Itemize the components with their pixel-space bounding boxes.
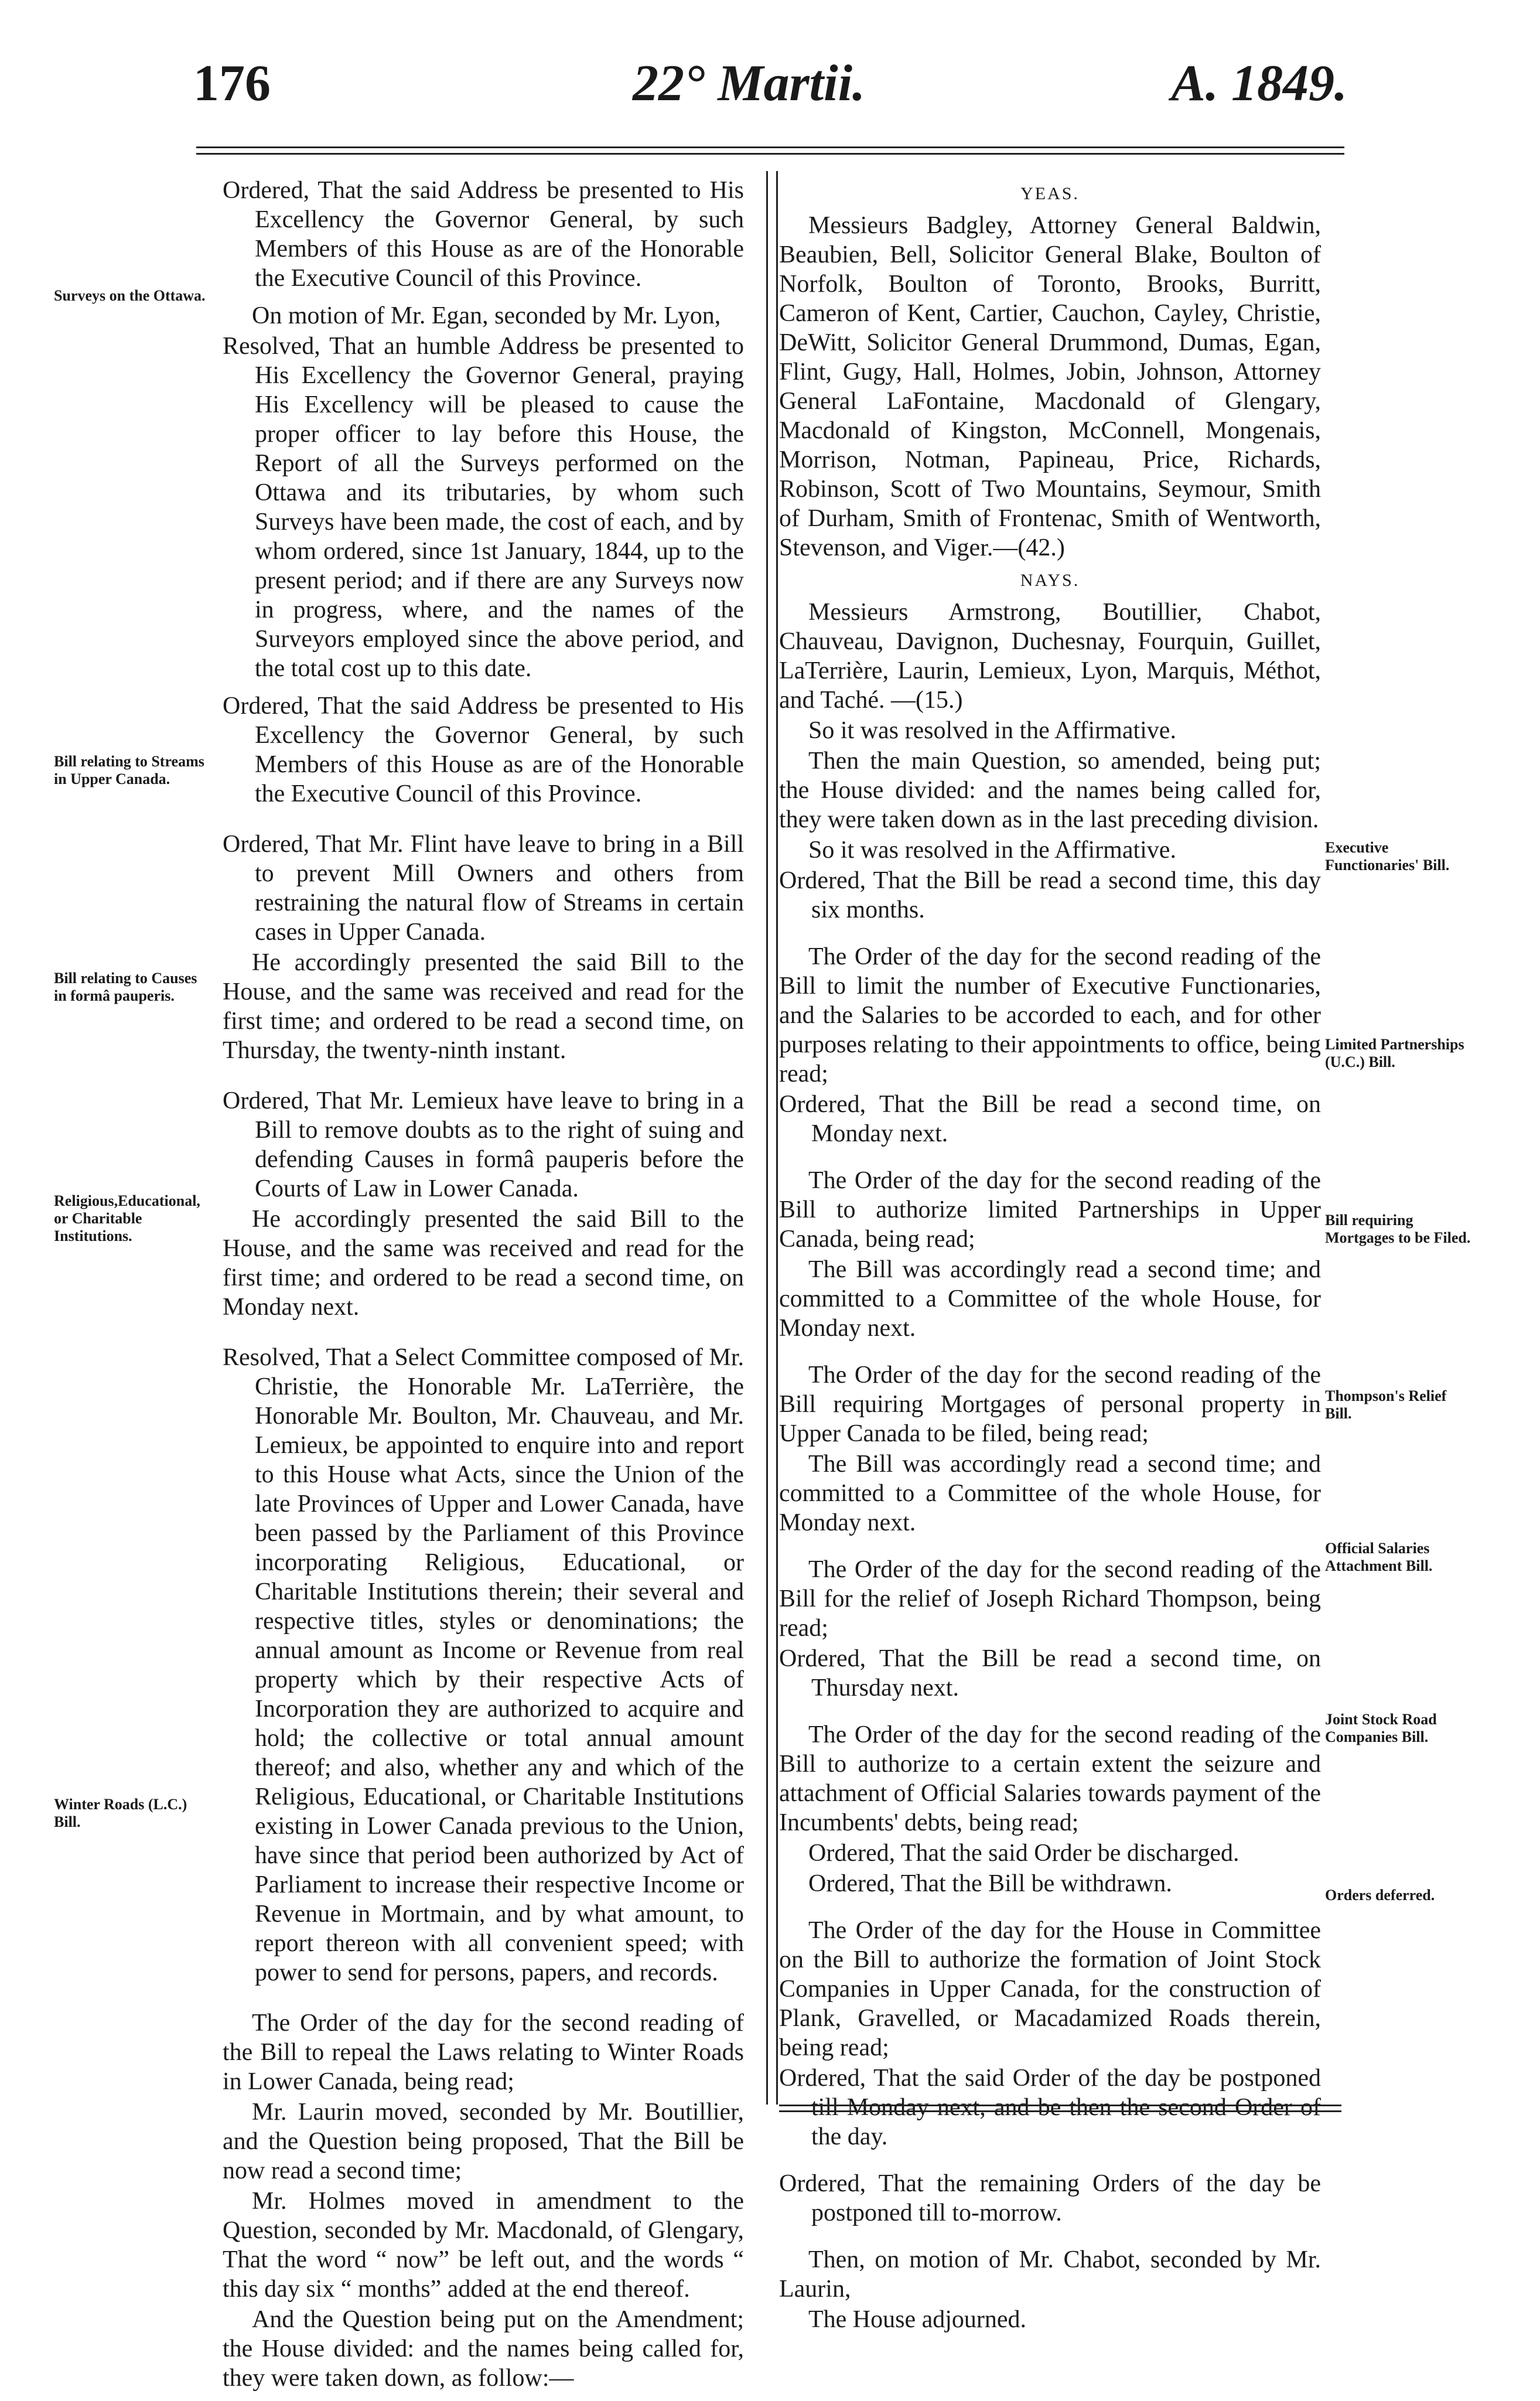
page-date: 22° Martii.	[633, 55, 866, 112]
paragraph: Ordered, That the said Order be discharged.	[808, 1840, 1239, 1867]
margin-note-religious: Religious,Educational, or Charitable Institutions.	[54, 1192, 200, 1244]
nays-list: Messieurs Armstrong, Boutillier, Chabot, Chauveau, Davignon, Duchesnay, Fourquin, Guillet, LaTerrière, Laurin, Lemieux, Lyon, Marquis, Méthot, and Taché. —(15.)	[779, 599, 1321, 714]
paragraph: And the Question being put on the Amendment; the House divided: and the names being called for, they were taken down, as follow:—	[223, 2306, 744, 2392]
margin-note-mortgages: Bill requiring Mortgages to be Filed.	[1325, 1212, 1471, 1246]
paragraph: The Order of the day for the second reading of the Bill to authorize to a certain extent the seizure and attachment of Official Salaries towards payment of the Incumbents' debts, being read;	[779, 1721, 1321, 1836]
paragraph: He accordingly presented the said Bill to the House, and the same was received and read for the first time; and ordered to be read a second time, on Monday next.	[223, 1206, 744, 1321]
paragraph: Mr. Holmes moved in amendment to the Question, seconded by Mr. Macdonald, of Glengary, That the word “ now” be left out, and the words “ this day six “ months” added at the end thereof.	[223, 2188, 744, 2303]
paragraph: Mr. Laurin moved, seconded by Mr. Boutillier, and the Question being proposed, That the Bill be now read a second time;	[223, 2099, 744, 2184]
paragraph: Then the main Question, so amended, being put; the House divided: and the names being called for, they were taken down as in the last preceding division.	[779, 748, 1321, 833]
paragraph: The Bill was accordingly read a second time; and committed to a Committee of the whole House, for Monday next.	[779, 1451, 1321, 1536]
paragraph: The Order of the day for the second reading of the Bill to repeal the Laws relating to Winter Roads in Lower Canada, being read;	[223, 2010, 744, 2095]
nays-heading: NAYS.	[1020, 571, 1080, 590]
left-column	[223, 176, 744, 2401]
margin-note-joint-stock: Joint Stock Road Companies Bill.	[1325, 1711, 1437, 1745]
paragraph: Ordered, That the Bill be withdrawn.	[808, 1870, 1172, 1897]
column-divider	[766, 171, 778, 2105]
margin-note-executive: Executive Functionaries' Bill.	[1325, 839, 1450, 874]
paragraph: The Order of the day for the second reading of the Bill for the relief of Joseph Richard Thompson, being read;	[779, 1556, 1321, 1642]
paragraph: Then, on motion of Mr. Chabot, seconded by Mr. Laurin,	[779, 2246, 1321, 2303]
paragraph: Ordered, That the remaining Orders of the day be postponed till to-morrow.	[779, 2170, 1321, 2226]
paragraph: Ordered, That Mr. Lemieux have leave to bring in a Bill to remove doubts as to the right of suing and defending Causes in formâ pauperis before the Courts of Law in Lower Canada.	[223, 1087, 744, 1202]
margin-note-surveys: Surveys on the Ottawa.	[54, 287, 206, 304]
right-column	[779, 176, 1321, 2342]
paragraph: So it was resolved in the Affirmative.	[808, 717, 1176, 744]
margin-note-partnerships: Limited Partnerships (U.C.) Bill.	[1325, 1036, 1464, 1070]
paragraph: So it was resolved in the Affirmative.	[808, 837, 1176, 864]
paragraph: He accordingly presented the said Bill to the House, and the same was received and read for the first time; and ordered to be read a second time, on Thursday, the twenty-ninth instant.	[223, 949, 744, 1064]
paragraph: Ordered, That Mr. Flint have leave to bring in a Bill to prevent Mill Owners and others from restraining the natural flow of Streams in certain cases in Upper Canada.	[223, 831, 744, 946]
paragraph: The Bill was accordingly read a second time; and committed to a Committee of the whole House, for Monday next.	[779, 1256, 1321, 1342]
paragraph: The Order of the day for the House in Committee on the Bill to authorize the formation of Joint Stock Companies in Upper Canada, for the construction of Plank, Gravelled, or Macadamized Roads therein, being read;	[779, 1917, 1321, 2061]
margin-note-orders-deferred: Orders deferred.	[1325, 1887, 1435, 1904]
paragraph: The Order of the day for the second reading of the Bill to authorize limited Partnerships in Upper Canada, being read;	[779, 1167, 1321, 1253]
paragraph: The House adjourned.	[808, 2306, 1027, 2333]
yeas-list: Messieurs Badgley, Attorney General Baldwin, Beaubien, Bell, Solicitor General Blake, Boulton of Norfolk, Boulton of Toronto, Brooks, Burritt, Cameron of Kent, Cartier, Cauchon, Cayley, Christie, DeWitt, Solicitor General Drummond, Dumas, Egan, Flint, Gugy, Hall, Holmes, Jobin, Johnson, Attorney General LaFontaine, Macdonald of Glengary, Macdonald of Kingston, McConnell, Mongenais, Morrison, Notman, Papineau, Price, Richards, Robinson, Scott of Two Mountains, Seymour, Smith of Durham, Smith of Frontenac, Smith of Wentworth, Stevenson, and Viger.—(42.)	[779, 212, 1321, 561]
paragraph: Ordered, That the Bill be read a second time, on Monday next.	[779, 1091, 1321, 1147]
paragraph: Ordered, That the said Order of the day be postponed till Monday next, and be then the second Order of the day.	[779, 2065, 1321, 2150]
closing-rule	[779, 2105, 1341, 2112]
page-year: A. 1849.	[1171, 55, 1347, 112]
paragraph: Ordered, That the Bill be read a second time, this day six months.	[779, 867, 1321, 923]
paragraph: On motion of Mr. Egan, seconded by Mr. Lyon,	[252, 302, 721, 329]
header-rule	[196, 146, 1344, 155]
paragraph: Resolved, That an humble Address be presented to His Excellency the Governor General, praying His Excellency will be pleased to cause the proper officer to lay before this House, the Report of all the Surveys performed on the Ottawa and its tributaries, by whom such Surveys have been made, the cost of each, and by whom ordered, since 1st January, 1844, up to the present period; and if there are any Surveys now in progress, where, and the names of the Surveyors employed since the above period, and the total cost up to this date.	[223, 333, 744, 682]
margin-note-streams: Bill relating to Streams in Upper Canada.	[54, 753, 204, 787]
paragraph: The Order of the day for the second reading of the Bill to limit the number of Executive Functionaries, and the Salaries to be accorded to each, and for other purposes relating to their appointments to office, being read;	[779, 943, 1321, 1087]
page-header	[193, 54, 1347, 118]
page-number: 176	[193, 55, 271, 112]
margin-note-salaries: Official Salaries Attachment Bill.	[1325, 1540, 1433, 1574]
yeas-heading: YEAS.	[1020, 184, 1080, 203]
margin-note-pauperis: Bill relating to Causes in formâ pauperis.	[54, 970, 197, 1004]
paragraph: Ordered, That the Bill be read a second time, on Thursday next.	[779, 1645, 1321, 1701]
paragraph: The Order of the day for the second reading of the Bill requiring Mortgages of personal property in Upper Canada to be filed, being read;	[779, 1362, 1321, 1447]
margin-note-thompson: Thompson's Relief Bill.	[1325, 1387, 1447, 1422]
paragraph: Ordered, That the said Address be presented to His Excellency the Governor General, by such Members of this House as are of the Honorable the Executive Council of this Province.	[223, 177, 744, 292]
paragraph: Ordered, That the said Address be presented to His Excellency the Governor General, by such Members of this House as are of the Honorable the Executive Council of this Province.	[223, 693, 744, 807]
paragraph: Resolved, That a Select Committee composed of Mr. Christie, the Honorable Mr. LaTerrière, the Honorable Mr. Boulton, Mr. Chauveau, and Mr. Lemieux, be appointed to enquire into and report to this House what Acts, since the Union of the late Provinces of Upper and Lower Canada, have been passed by the Parliament of this Province incorporating Religious, Educational, or Charitable Institutions therein; their several and respective titles, styles or denominations; the annual amount as Income or Revenue from real property which by their respective Acts of Incorporation they are authorized to acquire and hold; the collective or total annual amount thereof; and also, whether any and which of the Religious, Educational, or Charitable Institutions existing in Lower Canada previous to the Union, have since that period been authorized by Act of Parliament to increase their respective Income or Revenue in Mortmain, and by what amount, to report thereon with all convenient speed; with power to send for persons, papers, and records.	[223, 1344, 744, 1986]
margin-note-winter-roads: Winter Roads (L.C.) Bill.	[54, 1796, 187, 1830]
